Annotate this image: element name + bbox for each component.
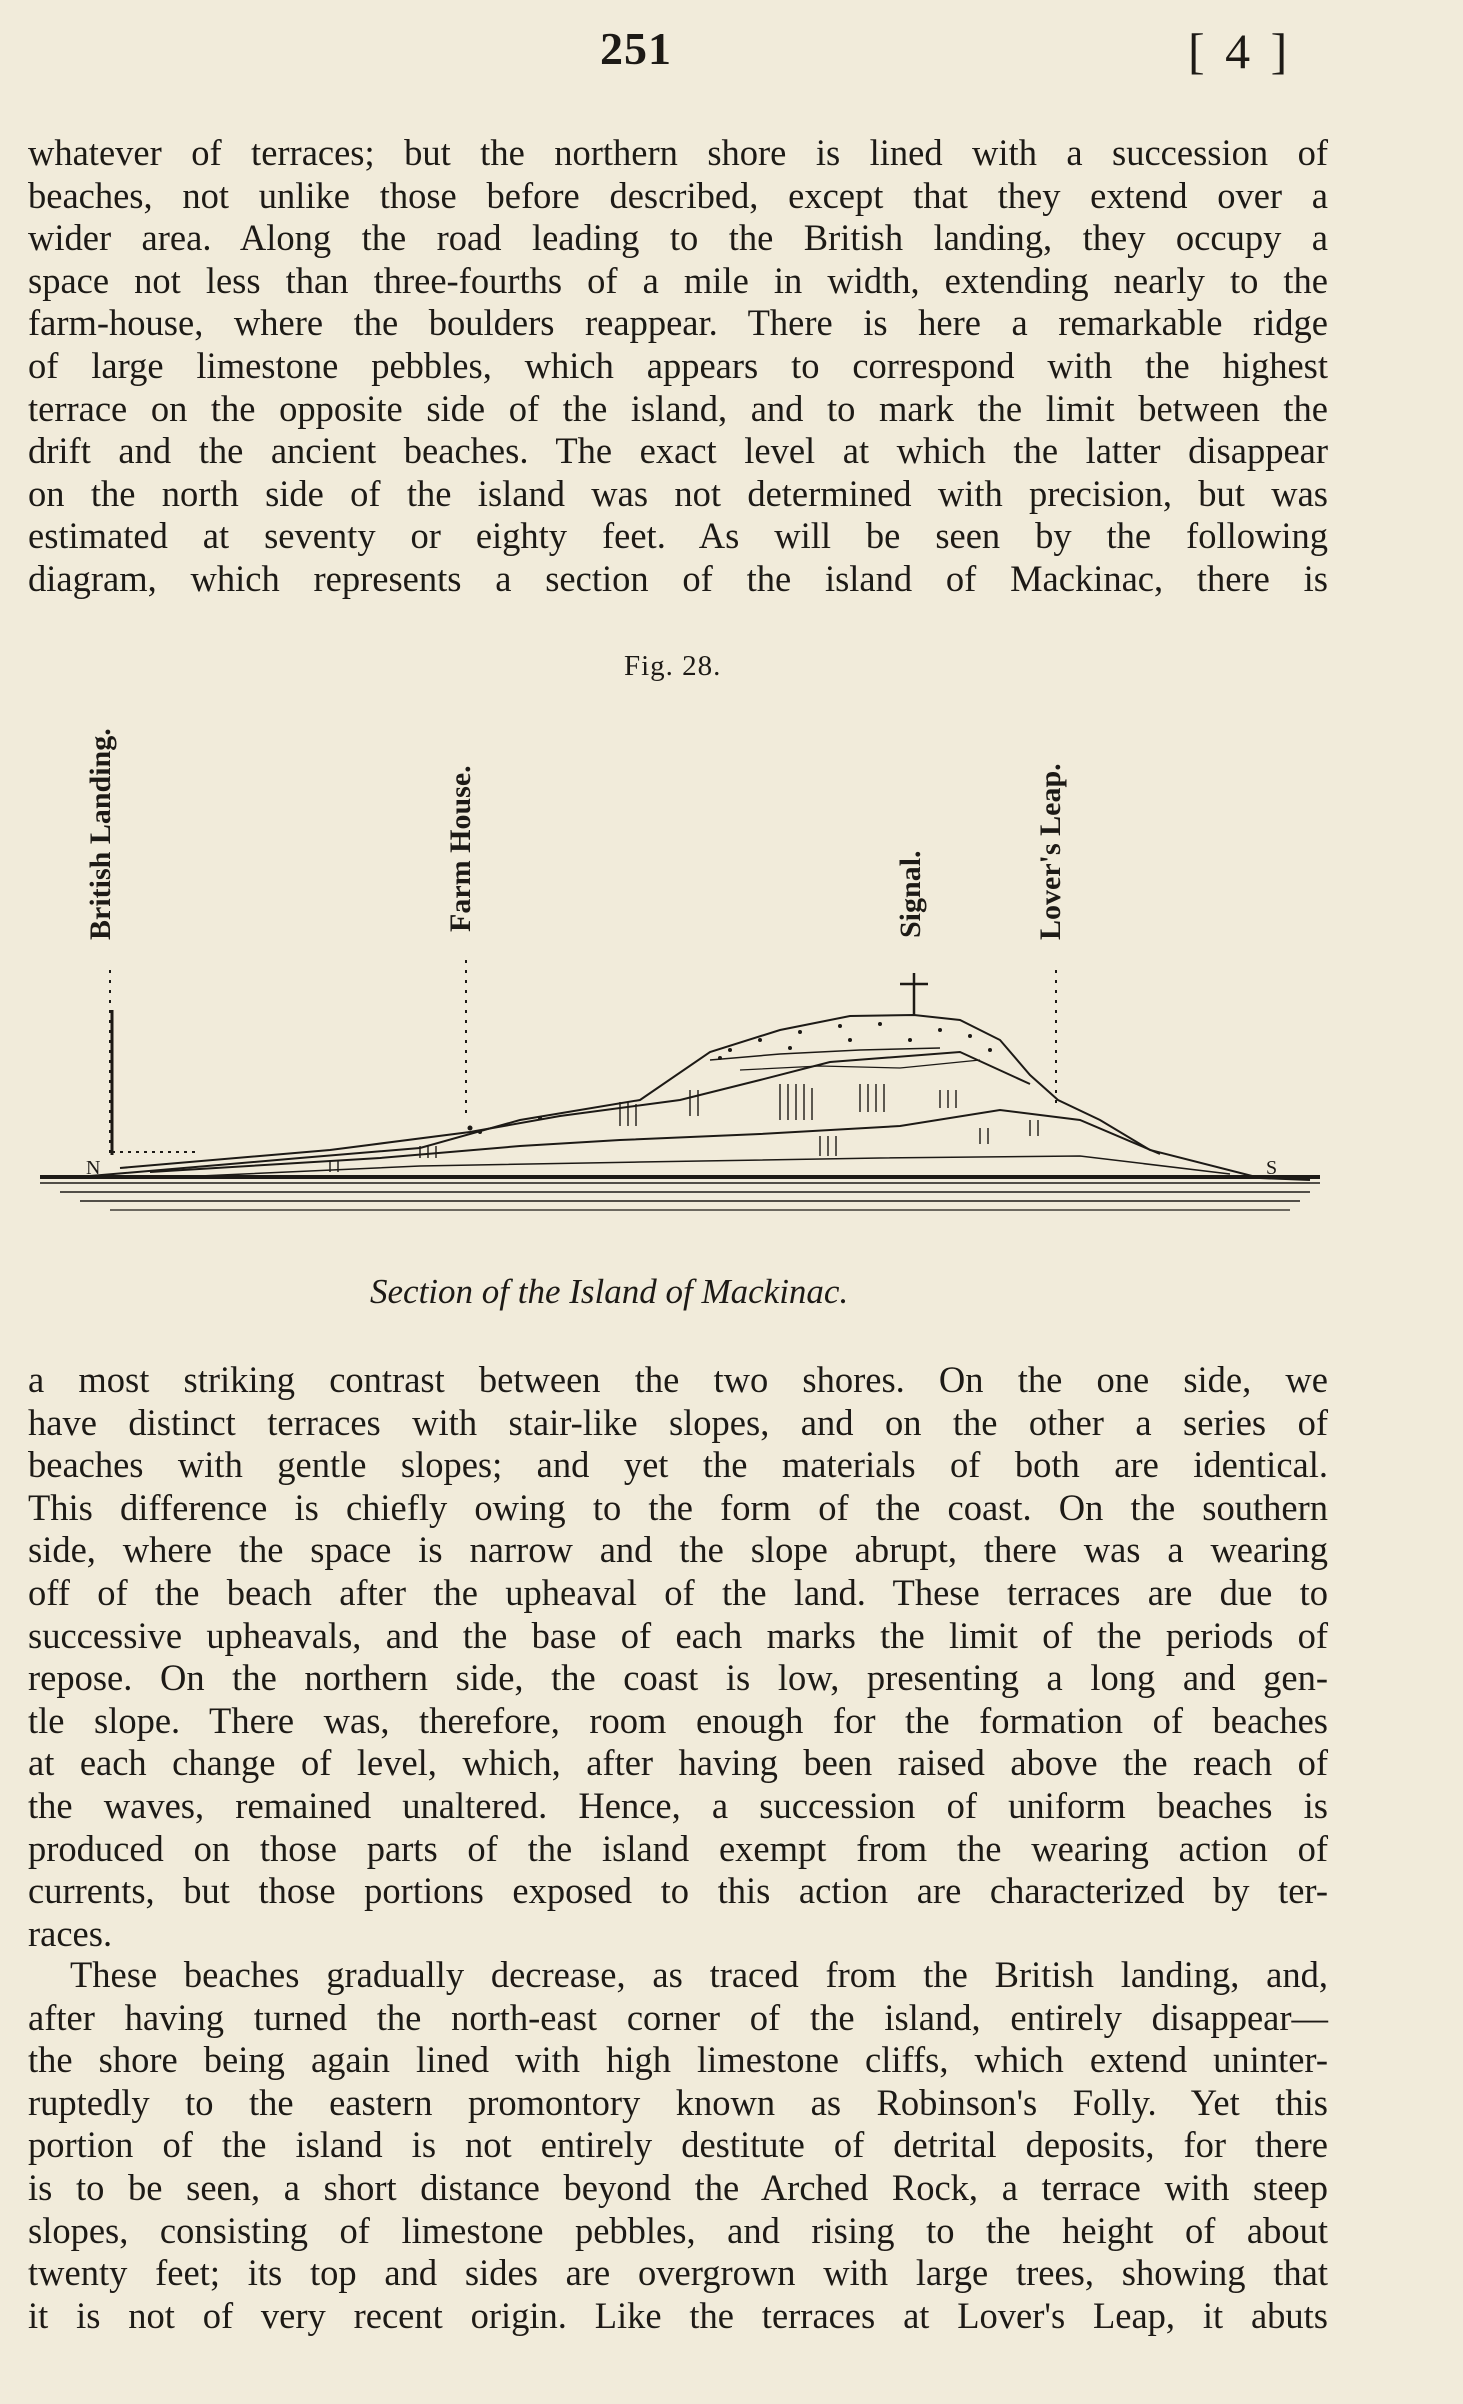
text-line: whatever of terraces; but the northern shore is lined with a succession of xyxy=(28,132,1328,173)
island-profile xyxy=(90,1015,1310,1180)
figure-label: Fig. 28. xyxy=(624,650,722,682)
text-line: races. xyxy=(28,1912,113,1954)
text-line: produced on those parts of the island exempt from the wearing action of xyxy=(28,1827,1328,1869)
text-line: side, where the space is narrow and the slope abrupt, there was a wearing xyxy=(28,1529,1328,1571)
text-line: ruptedly to the eastern promontory known as Robinson's Folly. Yet this xyxy=(28,2081,1328,2123)
label-south: S xyxy=(1266,1157,1278,1179)
text-line: twenty feet; its top and sides are overgrown with large trees, showing that xyxy=(28,2252,1328,2294)
text-line: have distinct terraces with stair-like slopes, and on the other a series of xyxy=(28,1401,1328,1443)
text-line: at each change of level, which, after having been raised above the reach of xyxy=(28,1742,1328,1784)
text-line: portion of the island is not entirely destitute of detrital deposits, for there xyxy=(28,2124,1328,2166)
text-line: off of the beach after the upheaval of the land. These terraces are due to xyxy=(28,1571,1328,1613)
text-line: of large limestone pebbles, which appears to correspond with the highest xyxy=(28,344,1328,386)
text-line: the waves, remained unaltered. Hence, a succession of uniform beaches is xyxy=(28,1784,1328,1826)
text-line: the shore being again lined with high limestone cliffs, which extend uninter- xyxy=(28,2039,1328,2081)
text-line: diagram, which represents a section of the island of Mackinac, there is xyxy=(28,557,1328,599)
text-line: This difference is chiefly owing to the form of the coast. On the southern xyxy=(28,1486,1328,1528)
text-line: space not less than three-fourths of a mile in width, extending nearly to the xyxy=(28,259,1328,301)
water-lines xyxy=(40,1177,1320,1210)
text-line: a most striking contrast between the two shores. On the one side, we xyxy=(28,1359,1328,1400)
text-line: drift and the ancient beaches. The exact level at which the latter disappear xyxy=(28,430,1328,472)
text-line: repose. On the northern side, the coast is low, presenting a long and gen- xyxy=(28,1657,1328,1699)
signal-cross-icon xyxy=(900,973,928,1015)
gravel-dots xyxy=(468,1022,993,1134)
label-signal: Signal. xyxy=(894,850,927,938)
text-line: These beaches gradually decrease, as traced from the British landing, and, xyxy=(70,1954,1328,1995)
text-line: currents, but those portions exposed to this action are characterized by ter- xyxy=(28,1870,1328,1912)
paragraph-bottom xyxy=(28,1954,1328,2337)
text-line: beaches with gentle slopes; and yet the materials of both are identical. xyxy=(28,1444,1328,1486)
label-lovers-leap: Lover's Leap. xyxy=(1034,763,1067,940)
label-british-landing: British Landing. xyxy=(84,728,117,940)
text-line: wider area. Along the road leading to the British landing, they occupy a xyxy=(28,217,1328,259)
label-north: N xyxy=(86,1157,101,1179)
text-line: farm-house, where the boulders reappear. There is here a remarkable ridge xyxy=(28,302,1328,344)
signature-mark: [ 4 ] xyxy=(1188,23,1292,79)
text-line: after having turned the north-east corner of the island, entirely disappear— xyxy=(28,1996,1328,2038)
island-section-figure xyxy=(0,680,1463,1240)
text-line: successive upheavals, and the base of each marks the limit of the periods of xyxy=(28,1614,1328,1656)
label-farm-house: Farm House. xyxy=(444,765,477,932)
page-number: 251 xyxy=(600,23,672,74)
text-line: on the north side of the island was not determined with precision, but was xyxy=(28,472,1328,514)
rock-hatching xyxy=(330,1084,1038,1172)
text-line: estimated at seventy or eighty feet. As will be seen by the following xyxy=(28,515,1328,557)
text-line: is to be seen, a short distance beyond the Arched Rock, a terrace with steep xyxy=(28,2166,1328,2208)
figure-caption: Section of the Island of Mackinac. xyxy=(370,1272,849,1311)
text-line: it is not of very recent origin. Like the terraces at Lover's Leap, it abuts xyxy=(28,2294,1328,2336)
text-line: terrace on the opposite side of the island, and to mark the limit between the xyxy=(28,387,1328,429)
paragraph-top xyxy=(28,132,1328,601)
text-line: beaches, not unlike those before described, except that they extend over a xyxy=(28,174,1328,216)
text-line: slopes, consisting of limestone pebbles, and rising to the height of about xyxy=(28,2209,1328,2251)
text-line: tle slope. There was, therefore, room enough for the formation of beaches xyxy=(28,1699,1328,1741)
paragraph-middle xyxy=(28,1359,1328,1955)
